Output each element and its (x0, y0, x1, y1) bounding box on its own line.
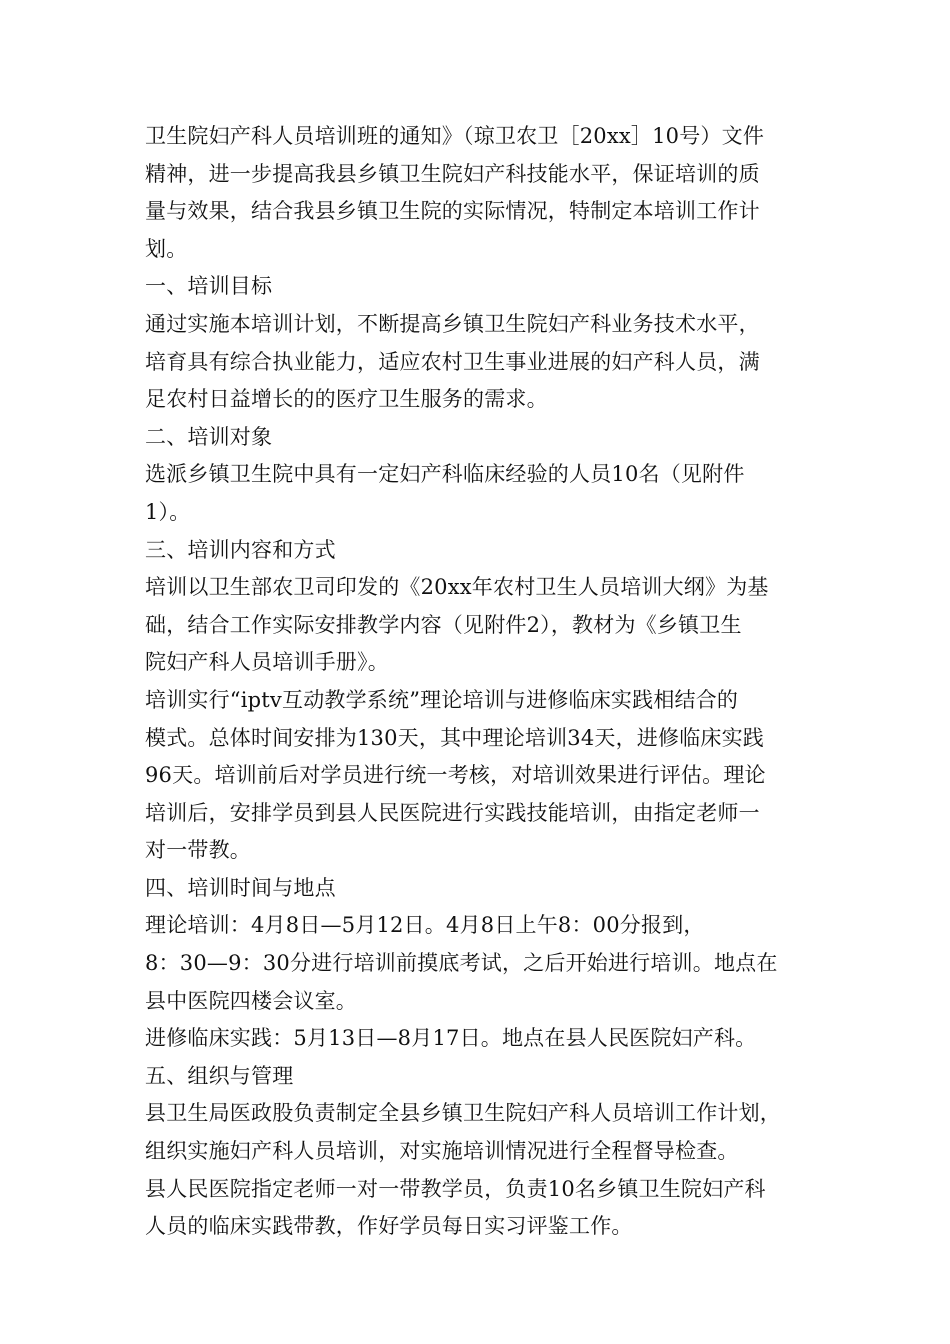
text-line: 县人民医院指定老师一对一带教学员，负责10名乡镇卫生院妇产科 (145, 1176, 766, 1201)
text-line: 县卫生局医政股负责制定全县乡镇卫生院妇产科人员培训工作计划， (145, 1101, 781, 1126)
section-heading: 一、培训目标 (145, 274, 273, 299)
text-line: 模式。总体时间安排为130天，其中理论培训34天，进修临床实践 (145, 725, 765, 750)
text-line: 进修临床实践：5月13日—8月17日。地点在县人民医院妇产科。 (145, 1026, 757, 1051)
text-line: 院妇产科人员培训手册》。 (145, 650, 389, 675)
text-line: 础，结合工作实际安排教学内容（见附件2），教材为《乡镇卫生 (145, 612, 742, 637)
section-heading: 三、培训内容和方式 (145, 537, 336, 562)
text-line: 卫生院妇产科人员培训班的通知》（琼卫农卫［20xx］10号）文件 (145, 124, 765, 148)
text-line: 足农村日益增长的的医疗卫生服务的需求。 (145, 387, 548, 412)
text-line: 对一带教。 (145, 838, 251, 863)
section-heading: 二、培训对象 (145, 424, 273, 449)
text-line: 划。 (145, 236, 188, 261)
text-line: 县中医院四楼会议室。 (145, 988, 357, 1013)
section-heading: 四、培训时间与地点 (145, 875, 336, 900)
text-line: 选派乡镇卫生院中具有一定妇产科临床经验的人员10名（见附件 (145, 462, 745, 487)
section-heading: 五、组织与管理 (145, 1063, 294, 1088)
text-line: 人员的临床实践带教，作好学员每日实习评鉴工作。 (145, 1214, 633, 1239)
text-line: 通过实施本培训计划，不断提高乡镇卫生院妇产科业务技术水平， (145, 311, 760, 336)
text-line: 96天。培训前后对学员进行统一考核，对培训效果进行评估。理论 (145, 763, 766, 788)
text-line: 培训实行“iptv互动教学系统”理论培训与进修临床实践相结合的 (145, 687, 739, 712)
text-line: 量与效果，结合我县乡镇卫生院的实际情况，特制定本培训工作计 (145, 199, 760, 224)
text-line: 组织实施妇产科人员培训，对实施培训情况进行全程督导检查。 (145, 1139, 739, 1164)
text-line: 精神，进一步提高我县乡镇卫生院妇产科技能水平，保证培训的质 (145, 161, 760, 186)
text-line: 培训以卫生部农卫司印发的《20xx年农村卫生人员培训大纲》为基 (145, 575, 769, 600)
text-line: 1）。 (145, 499, 191, 524)
text-line: 培育具有综合执业能力，适应农村卫生事业进展的妇产科人员，满 (145, 349, 760, 374)
text-line: 理论培训：4月8日—5月12日。4月8日上午8：00分报到， (145, 913, 705, 938)
text-line: 培训后，安排学员到县人民医院进行实践技能培训，由指定老师一 (145, 800, 760, 825)
text-line: 8：30—9：30分进行培训前摸底考试，之后开始进行培训。地点在 (145, 951, 778, 976)
document-body (145, 118, 825, 1246)
